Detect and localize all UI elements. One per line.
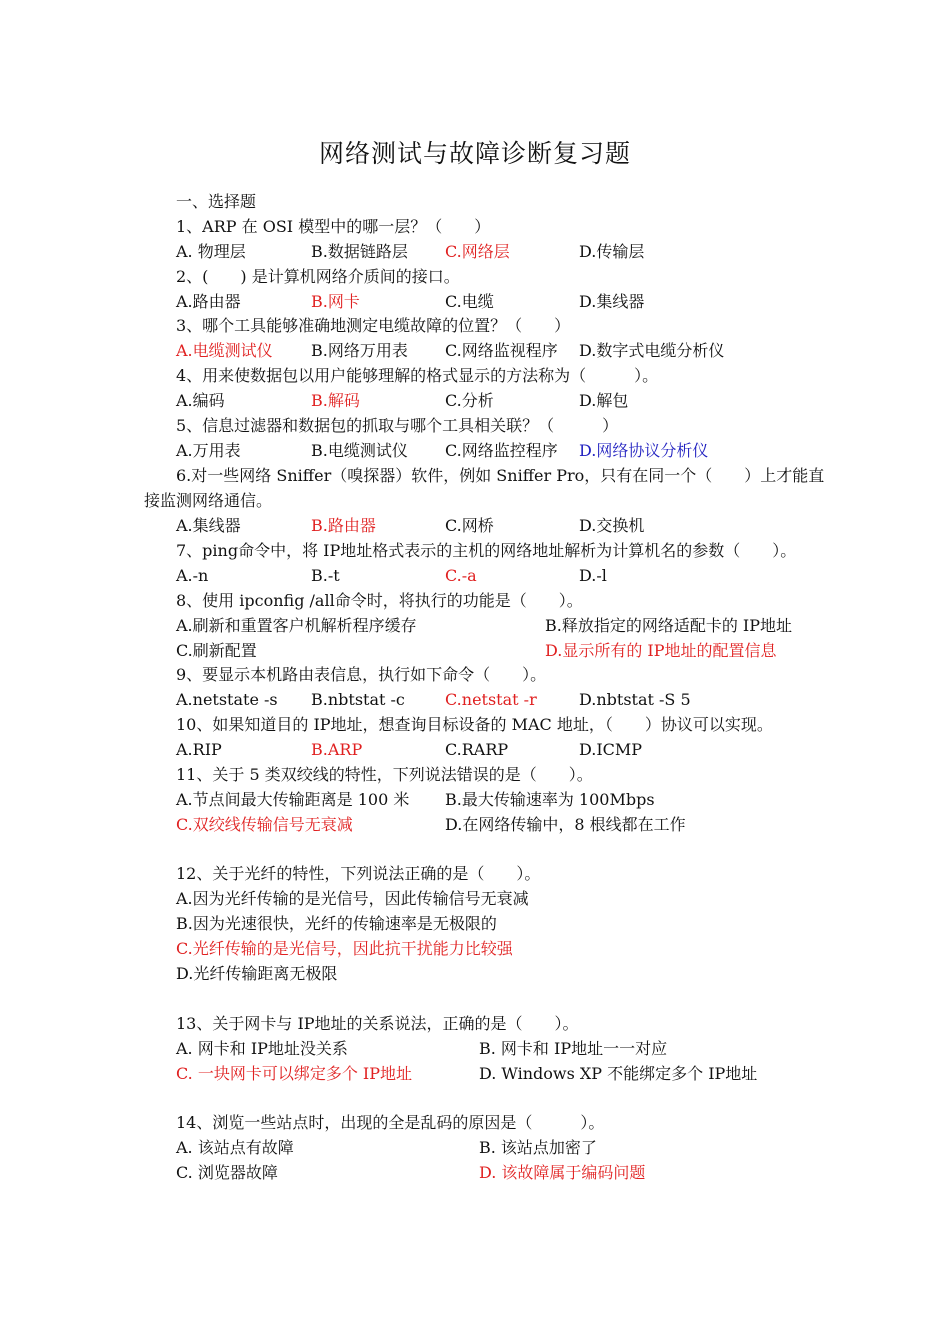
option-c-answer: C.netstat -r <box>445 690 537 709</box>
option-c: C.电缆 <box>445 292 494 311</box>
option-d: D.解包 <box>579 391 629 410</box>
question-stem: 11、关于 5 类双绞线的特性，下列说法错误的是（ ）。 <box>176 765 593 784</box>
option-b-answer: B.路由器 <box>311 516 376 535</box>
option-c: C. 浏览器故障 <box>176 1163 278 1182</box>
question-stem: 6.对一些网络 Sniffer（嗅探器）软件，例如 Sniffer Pro，只有在同一个（ ）上才能直 <box>176 466 825 485</box>
option-c-answer: C.-a <box>445 566 477 585</box>
question-stem: 4、用来使数据包以用户能够理解的格式显示的方法称为（ ）。 <box>176 366 659 385</box>
option-a: A. 网卡和 IP地址没关系 <box>176 1039 348 1058</box>
option-c-answer: C.光纤传输的是光信号，因此抗干扰能力比较强 <box>176 939 513 958</box>
option-d: D.ICMP <box>579 740 643 759</box>
option-b-answer: B.解码 <box>311 391 360 410</box>
option-d-answer: D.显示所有的 IP地址的配置信息 <box>545 641 777 660</box>
option-d: D.集线器 <box>579 292 645 311</box>
option-b-answer: B.网卡 <box>311 292 360 311</box>
option-a: A.刷新和重置客户机解析程序缓存 <box>176 616 417 635</box>
question-stem: 3、哪个工具能够准确地测定电缆故障的位置？（ ） <box>176 316 571 335</box>
option-b: B.网络万用表 <box>311 341 408 360</box>
option-a: A.路由器 <box>176 292 241 311</box>
option-a: A.因为光纤传输的是光信号，因此传输信号无衰减 <box>176 889 529 908</box>
option-c: C.网络监视程序 <box>445 341 558 360</box>
option-d: D.交换机 <box>579 516 645 535</box>
option-d: D.-l <box>579 566 607 585</box>
option-d: D.数字式电缆分析仪 <box>579 341 725 360</box>
option-a: A.集线器 <box>176 516 241 535</box>
option-b: B. 该站点加密了 <box>479 1138 597 1157</box>
option-a: A.节点间最大传输距离是 100 米 <box>176 790 410 809</box>
question-stem: 7、ping命令中，将 IP地址格式表示的主机的网络地址解析为计算机名的参数（ ）。 <box>176 541 797 560</box>
option-a: A.万用表 <box>176 441 241 460</box>
option-b: B.电缆测试仪 <box>311 441 408 460</box>
option-c: C.刷新配置 <box>176 641 257 660</box>
document-title: 网络测试与故障诊断复习题 <box>318 139 631 168</box>
option-a: A. 该站点有故障 <box>176 1138 294 1157</box>
option-d: D.nbtstat -S 5 <box>579 690 691 709</box>
option-a: A.RIP <box>176 740 222 759</box>
question-stem: 2、( ) 是计算机网络介质间的接口。 <box>176 267 460 286</box>
section-heading: 一、选择题 <box>176 192 257 211</box>
option-b-answer: B.ARP <box>311 740 363 759</box>
option-a: A. 物理层 <box>176 242 246 261</box>
option-a: A.netstate -s <box>176 690 278 709</box>
option-c-answer: C. 一块网卡可以绑定多个 IP地址 <box>176 1064 413 1083</box>
option-b: B.释放指定的网络适配卡的 IP地址 <box>545 616 793 635</box>
option-b: B.-t <box>311 566 340 585</box>
option-c: C.网络监控程序 <box>445 441 558 460</box>
option-b: B.数据链路层 <box>311 242 408 261</box>
question-stem-continued: 接监测网络通信。 <box>144 491 273 510</box>
question-stem: 8、使用 ipconfig /all命令时，将执行的功能是（ ）。 <box>176 591 583 610</box>
option-a: A.编码 <box>176 391 225 410</box>
question-stem: 10、如果知道目的 IP地址，想查询目标设备的 MAC 地址，（ ）协议可以实现。 <box>176 715 773 734</box>
question-stem: 5、信息过滤器和数据包的抓取与哪个工具相关联？（ ） <box>176 416 619 435</box>
option-b: B.因为光速很快，光纤的传输速率是无极限的 <box>176 914 497 933</box>
option-a-answer: A.电缆测试仪 <box>176 341 273 360</box>
option-d: D.在网络传输中，8 根线都在工作 <box>445 815 686 834</box>
option-d: D.传输层 <box>579 242 645 261</box>
option-b: B. 网卡和 IP地址一一对应 <box>479 1039 668 1058</box>
option-b: B.最大传输速率为 100Mbps <box>445 790 655 809</box>
option-c-answer: C.双绞线传输信号无衰减 <box>176 815 353 834</box>
question-stem: 14、浏览一些站点时，出现的全是乱码的原因是（ ）。 <box>176 1113 605 1132</box>
question-stem: 13、关于网卡与 IP地址的关系说法，正确的是（ ）。 <box>176 1014 579 1033</box>
question-stem: 9、要显示本机路由表信息，执行如下命令（ ）。 <box>176 665 547 684</box>
option-d: D.光纤传输距离无极限 <box>176 964 338 983</box>
option-c: C.网桥 <box>445 516 494 535</box>
option-d: D. Windows XP 不能绑定多个 IP地址 <box>479 1064 758 1083</box>
question-stem: 1、ARP 在 OSI 模型中的哪一层？（ ） <box>176 217 491 236</box>
question-stem: 12、关于光纤的特性，下列说法正确的是（ ）。 <box>176 864 541 883</box>
option-c: C.分析 <box>445 391 494 410</box>
option-d-answer: D. 该故障属于编码问题 <box>479 1163 646 1182</box>
option-b: B.nbtstat -c <box>311 690 405 709</box>
option-c-answer: C.网络层 <box>445 242 510 261</box>
option-a: A.-n <box>176 566 209 585</box>
option-c: C.RARP <box>445 740 509 759</box>
option-d-answer: D.网络协议分析仪 <box>579 441 709 460</box>
